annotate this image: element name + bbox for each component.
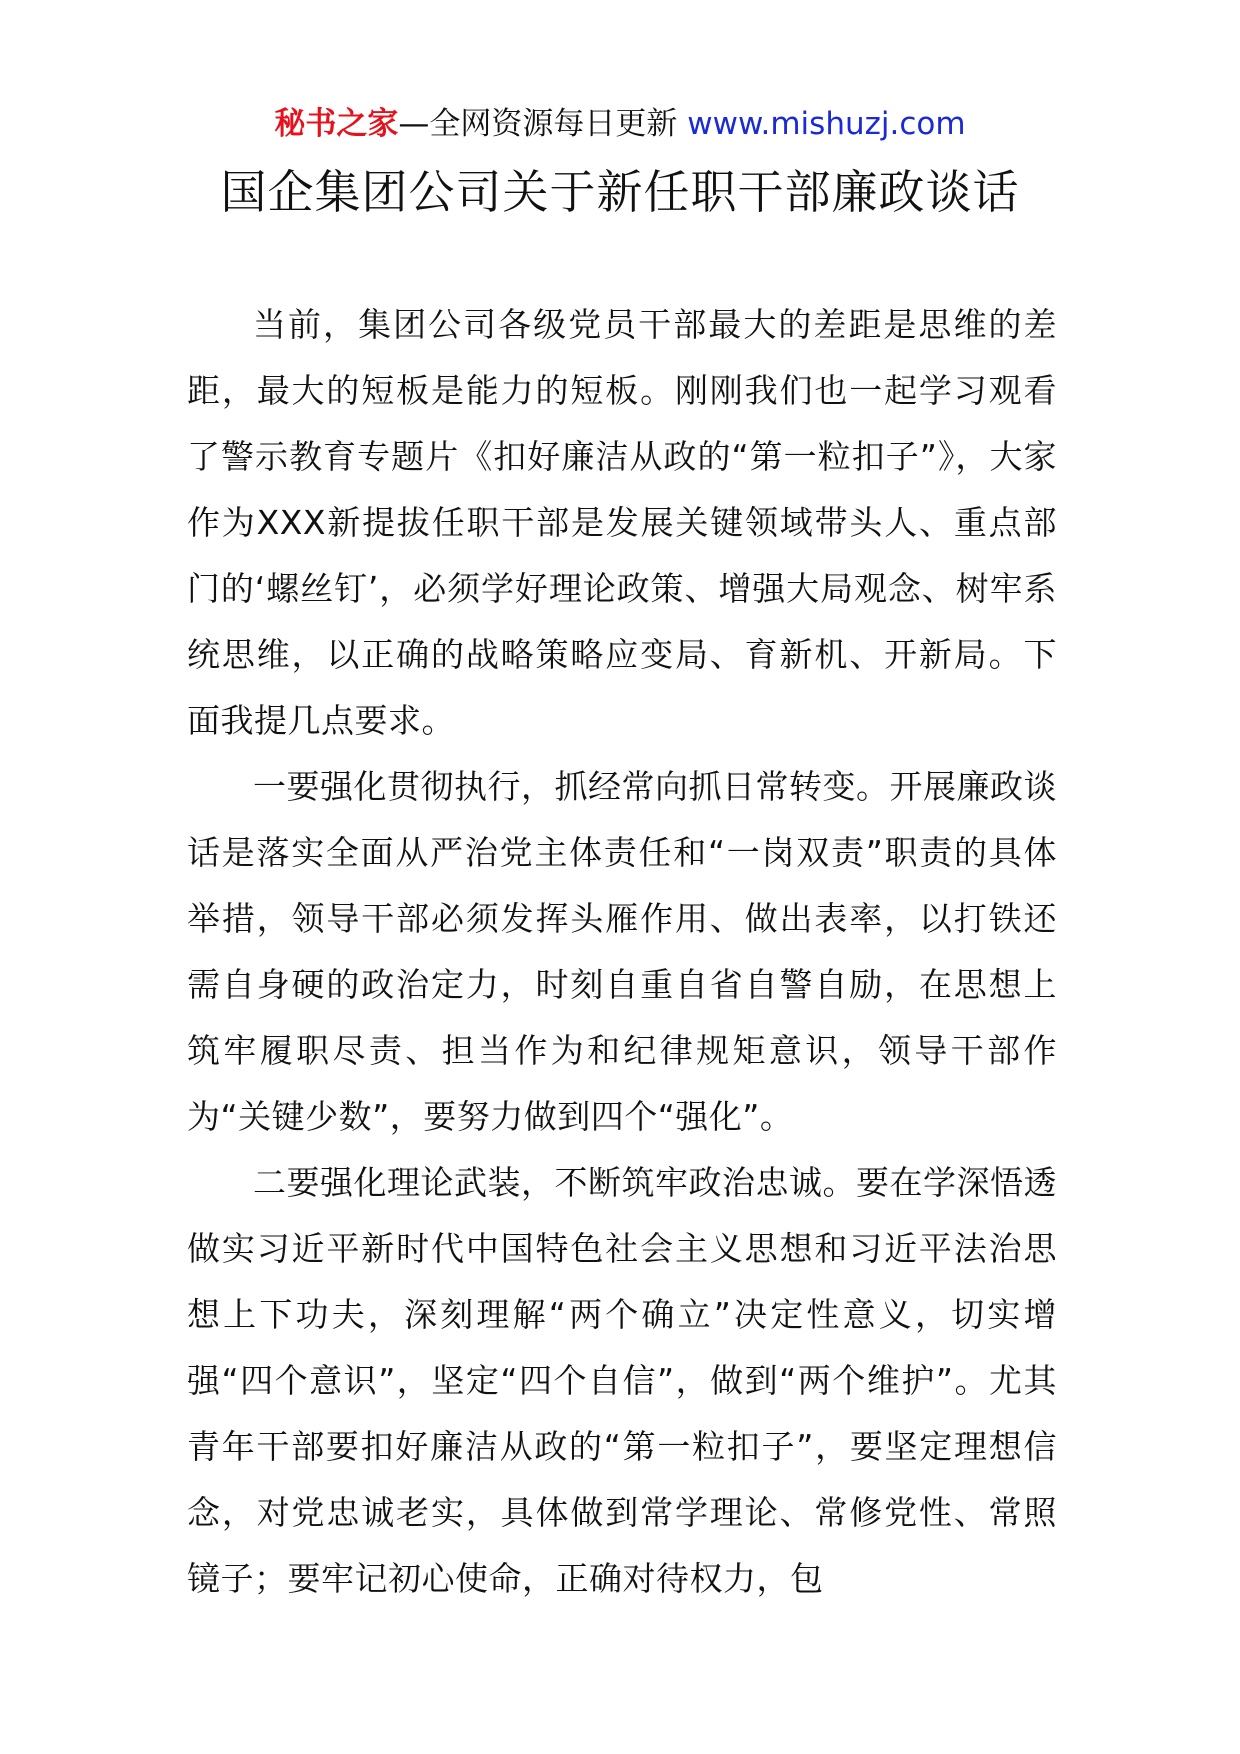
site-link[interactable]: www.mishuzj.com — [687, 106, 966, 142]
paragraph-intro: 当前，集团公司各级党员干部最大的差距是思维的差距，最大的短板是能力的短板。刚刚我们也一起学习观看了警示教育专题片《扣好廉洁从政的“第一粒扣子”》，大家作为XXX新提拔任职干部是发展关键领域带头人、重点部门的‘螺丝钉’，必须学好理论政策、增强大局观念、树牢系统思维，以正确的战略策略应变局、育新机、开新局。下面我提几点要求。 — [187, 305, 1057, 740]
document-body — [187, 292, 1057, 1612]
document-title: 国企集团公司关于新任职干部廉政谈话 — [220, 165, 1020, 219]
source-header — [0, 102, 1240, 146]
header-tagline: —全网资源每日更新 — [398, 106, 678, 142]
paragraph-point-one: 一要强化贯彻执行，抓经常向抓日常转变。开展廉政谈话是落实全面从严治党主体责任和“一岗双责”职责的具体举措，领导干部必须发挥头雁作用、做出表率，以打铁还需自身硬的政治定力，时刻自重自省自警自励，在思想上筑牢履职尽责、担当作为和纪律规矩意识，领导干部作为“关键少数”，要努力做到四个“强化”。 — [187, 767, 1057, 1136]
paragraph-point-two: 二要强化理论武装，不断筑牢政治忠诚。要在学深悟透做实习近平新时代中国特色社会主义思想和习近平法治思想上下功夫，深刻理解“两个确立”决定性意义，切实增强“四个意识”，坚定“四个自信”，做到“两个维护”。尤其青年干部要扣好廉洁从政的“第一粒扣子”，要坚定理想信念，对党忠诚老实，具体做到常学理论、常修党性、常照镜子；要牢记初心使命，正确对待权力，包 — [187, 1163, 1057, 1598]
brand-name: 秘书之家 — [274, 106, 399, 142]
